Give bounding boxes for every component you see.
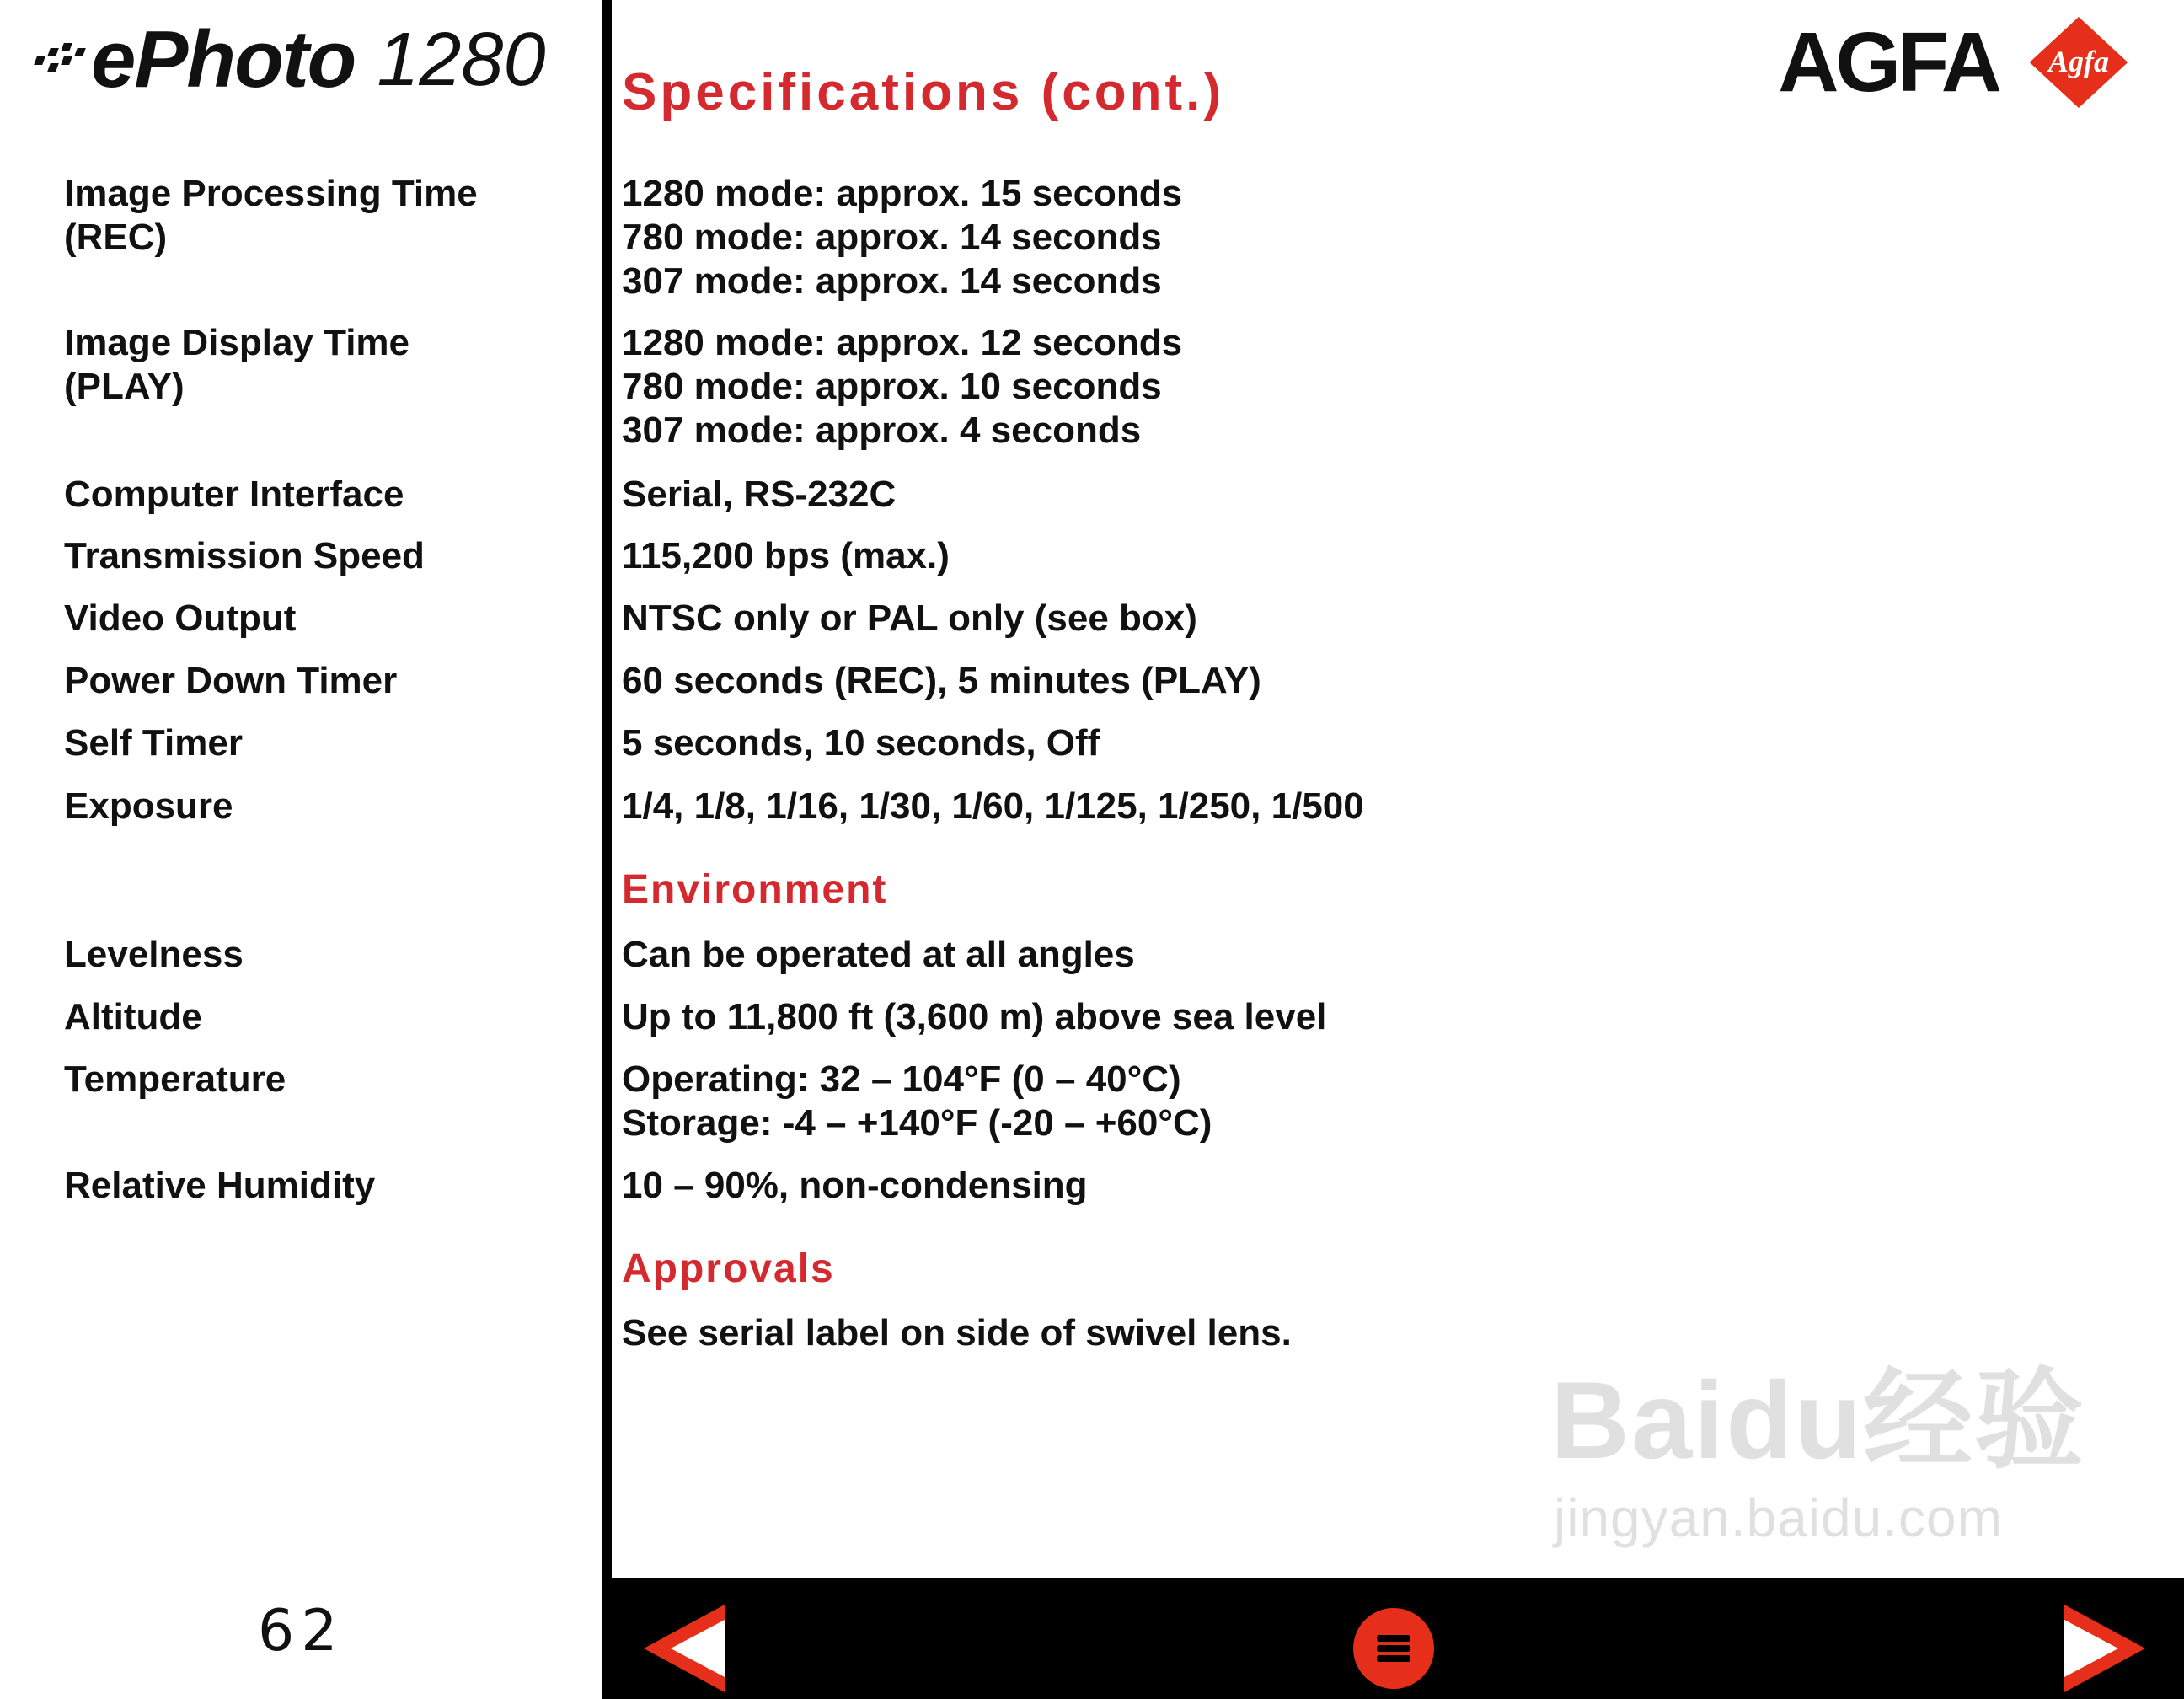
approvals-text: See serial label on side of swivel lens. <box>622 1312 1292 1353</box>
environment-label: Altitude <box>64 996 202 1037</box>
spec-value: 60 seconds (REC), 5 minutes (PLAY) <box>622 660 1261 701</box>
agfa-diamond-icon <box>2015 15 2142 110</box>
prev-page-button[interactable] <box>644 1605 725 1692</box>
spec-value: NTSC only or PAL only (see box) <box>622 598 1197 639</box>
spec-value: 1/4, 1/8, 1/16, 1/30, 1/60, 1/125, 1/250, 1/500 <box>622 785 1364 827</box>
spec-label: Computer Interface <box>64 474 404 515</box>
agfa-logo <box>1778 15 2142 110</box>
environment-heading: Environment <box>622 867 888 912</box>
spec-value: 115,200 bps (max.) <box>622 535 950 576</box>
spec-label: Power Down Timer <box>64 660 398 701</box>
menu-button[interactable] <box>1353 1608 1434 1689</box>
spec-value: 5 seconds, 10 seconds, Off <box>622 722 1100 764</box>
next-arrow-icon <box>2064 1605 2145 1692</box>
spec-label: Image Processing Time (REC) <box>64 173 478 258</box>
approvals-heading: Approvals <box>622 1246 835 1291</box>
agfa-badge-text: Agfa <box>2048 45 2109 78</box>
spec-label: Video Output <box>64 598 297 639</box>
watermark <box>1550 1359 2086 1549</box>
environment-value: Up to 11,800 ft (3,600 m) above sea level <box>622 996 1327 1037</box>
brand-name: ePhoto <box>91 14 356 105</box>
environment-label: Temperature <box>64 1059 286 1100</box>
spec-label: Transmission Speed <box>64 535 425 576</box>
environment-label: Relative Humidity <box>64 1165 376 1206</box>
environment-value: Can be operated at all angles <box>622 934 1135 975</box>
spec-label: Exposure <box>64 785 233 827</box>
spec-label: Self Timer <box>64 722 243 764</box>
environment-value: 10 – 90%, non-condensing <box>622 1165 1088 1206</box>
product-logo <box>35 14 546 105</box>
spec-value: Serial, RS-232C <box>622 474 897 515</box>
watermark-sub: jingyan.baidu.com <box>1554 1487 2003 1548</box>
environment-value: Operating: 32 – 104°F (0 – 40°C) Storage: -4 – +140°F (-20 – +60°C) <box>622 1059 1212 1144</box>
next-page-button[interactable] <box>2064 1605 2145 1692</box>
page-title: Specifications (cont.) <box>622 63 1224 121</box>
column-divider <box>602 0 612 1699</box>
environment-label: Levelness <box>64 934 244 975</box>
agfa-wordmark: AGFA <box>1778 15 1999 110</box>
brand-dots-icon <box>35 43 86 77</box>
brand-model: 1280 <box>377 18 546 102</box>
spec-label: Image Display Time (PLAY) <box>64 322 410 407</box>
spec-value: 1280 mode: approx. 15 seconds 780 mode: approx. 14 seconds 307 mode: approx. 14 seconds <box>622 173 1183 302</box>
prev-arrow-icon <box>644 1605 725 1692</box>
watermark-main: Baidu经验 <box>1550 1359 2086 1482</box>
page-number: 62 <box>258 1598 345 1664</box>
navigation-bar <box>602 1578 2184 1699</box>
spec-value: 1280 mode: approx. 12 seconds 780 mode: approx. 10 seconds 307 mode: approx. 4 seconds <box>622 322 1183 451</box>
